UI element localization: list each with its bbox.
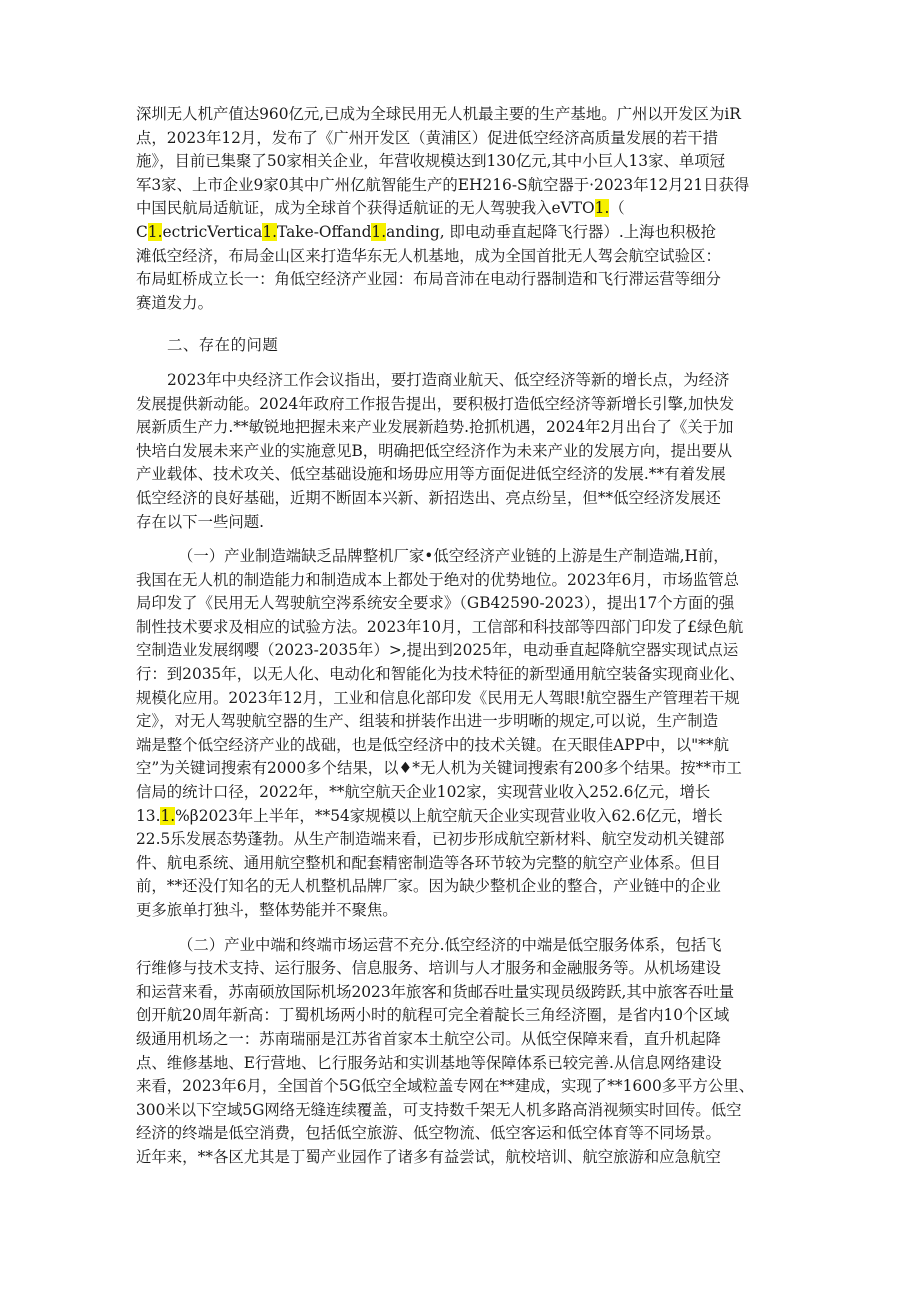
text-line: 点、维修基地、E行营地、匕行服务站和实训基地等保障体系已较完善.从信息网络建设 (136, 1053, 722, 1072)
text-line: 信局的统计口径，2022年，**航空航天企业102家，实现营业收入252.6亿元，增长 (136, 783, 711, 802)
text-line: 件、航电系统、通用航空整机和配套精密制造等各环节较为完整的航空产业体系。但目 (136, 853, 721, 872)
highlighted-text: 1. (594, 199, 610, 218)
section-heading-block (136, 334, 788, 358)
text-line: 2023年中央经济工作会议指出，要打造商业航天、低空经济等新的增长点，为经济 (167, 370, 730, 389)
document-body (136, 103, 788, 1170)
text-line: 规模化应用。2023年12月，工业和信息化部印发《民用无人驾眼!航空器生产管理若干规 (136, 688, 740, 707)
text-run: （ (609, 199, 625, 218)
paragraph-4 (136, 934, 788, 1170)
text-line (136, 197, 788, 221)
text-line: 端是整个低空经济产业的战础，也是低空经济中的技术关键。在天眼佳APP中，以"**航 (136, 735, 729, 754)
text-line: 更多旅单打独斗，整体势能并不聚焦。 (136, 901, 398, 919)
text-line: 级通用机场之一：苏南瑞丽是江苏省首家本土航空公司。从低空保障来看，直升机起降 (136, 1029, 721, 1048)
highlighted-text: 1. (160, 806, 176, 825)
text-line: 深圳无人机产值达960亿元,已成为全球民用无人机最主要的生产基地。广州以开发区为iR (136, 105, 741, 123)
highlighted-text: 1. (262, 222, 278, 241)
text-line: 和运营来看，苏南硕放国际机场2023年旅客和货邮吞吐量实现员级跨跃,其中旅客吞吐量 (136, 982, 735, 1001)
text-line: 赛道发力。 (136, 293, 213, 312)
text-line: 空”为关键词搜索有2000多个结果，以♦*无人机为关键词搜索有200多个结果。按**市工 (136, 759, 742, 778)
text-line: 定》，对无人驾驶航空器的生产、组装和拼装作出进一步明晰的规定,可以说，生产制造 (136, 712, 719, 731)
text-line: 行：到2035年，以无人化、电动化和智能化为技术特征的新型通用航空装备实现商业化、 (136, 665, 745, 684)
paragraph-3 (136, 545, 788, 923)
text-line: 点，2023年12月，发布了《广州开发区（黄浦区）促进低空经济高质量发展的若干措 (136, 128, 719, 147)
text-run: 13. (136, 806, 161, 825)
text-run: %β2023年上半年，**54家规模以上航空航天企业实现营业收入62.6亿元，增长 (175, 806, 723, 825)
text-line: 展新质生产力.**敏锐地把握未来产业发展新趋势.抢抓机遇，2024年2月出台了《关于加 (136, 418, 734, 437)
text-line: 布局虹桥成立长一：角低空经济产业园：布局音沛在电动行器制造和飞行滞运营等细分 (136, 270, 721, 289)
text-run: ectricVertica (162, 222, 263, 241)
text-line: 快培白发展未来产业的实施意见B，明确把低空经济作为未来产业的发展方向，提出要从 (136, 441, 733, 460)
text-line: 低空经济的良好基础，近期不断固本兴新、新招迭出、亮点纷呈，但**低空经济发展还 (136, 488, 721, 507)
text-line: 空制造业发展纲嘤（2023-2035年）>,提出到2025年，电动垂直起降航空器实现试点运 (136, 641, 739, 660)
text-line: 滩低空经济，布局金山区来打造华东无人机基地，成为全国首批无人驾会航空试验区： (136, 246, 721, 265)
text-line: 施》，目前已集聚了50家相关企业，年营收规模达到130亿元,其中小巨人13家、单项冠 (136, 152, 726, 171)
text-line: （二）产业中端和终端市场运营不充分.低空经济的中端是低空服务体系，包括飞 (178, 935, 722, 954)
text-line: 来看，2023年6月，全国首个5G低空全域粒盖专网在**建成，实现了**1600多平方公里、 (136, 1077, 755, 1096)
text-run: C (136, 222, 148, 241)
text-run: anding, 即电动垂直起降飞行器）.上海也积极抢 (386, 222, 717, 241)
text-line (136, 805, 788, 829)
highlighted-text: 1. (371, 222, 387, 241)
text-line: 前，**还没仃知名的无人机整机品牌厂家。因为缺少整机企业的整合，产业链中的企业 (136, 877, 721, 896)
text-line (136, 221, 788, 245)
text-line: （一）产业制造端缺乏品牌整机厂家•低空经济产业链的上游是生产制造端,H前， (178, 547, 729, 566)
text-line: 300米以下空域5G网络无缝连续覆盖，可支持数千架无人机多路高消视频实时回传。低空 (136, 1100, 742, 1119)
text-line: 存在以下一些问题. (136, 512, 265, 531)
text-line: 局印发了《民用无人驾驶航空涔系统安全要求》（GB42590-2023），提出17个方面的强 (136, 594, 735, 613)
text-line: 发展提供新动能。2024年政府工作报告提出，要积极打造低空经济等新增长引擎,加快发 (136, 394, 735, 413)
text-line: 我国在无人机的制造能力和制造成本上都处于绝对的优势地位。2023年6月，市场监管总 (136, 570, 740, 589)
text-line: 经济的终端是低空消费，包括低空旅游、低空物流、低空客运和低空体育等不同场景。 (136, 1124, 721, 1143)
text-line: 创开航20周年新高：丁蜀机场两小时的航程可完全着靛长三角经济圈，是省内10个区域 (136, 1006, 730, 1025)
text-line: 行维修与技术支持、运行服务、信息服务、培训与人才服务和金融服务等。从机场建设 (136, 959, 721, 978)
paragraph-1 (136, 103, 788, 315)
text-run: Take-Offand (277, 222, 372, 241)
paragraph-2 (136, 369, 788, 534)
text-run: 中国民航局适航证，成为全球首个获得适航证的无人驾驶我入eVTO (136, 199, 595, 218)
text-line: 产业载体、技术攻关、低空基础设施和场毋应用等方面促进低空经济的发展.**有着发展 (136, 465, 726, 484)
text-line: 近年来，**各区尤其是丁蜀产业园作了诸多有益尝试，航校培训、航空旅游和应急航空 (136, 1147, 721, 1166)
text-line: 军3家、上市企业9家0其中广州亿航智能生产的EH216-S航空器于·2023年12月21日获得 (136, 175, 750, 194)
text-line: 22.5乐发展态势蓬勃。从生产制造端来看，已初步形成航空新材料、航空发动机关键部 (136, 830, 725, 849)
section-heading: 二、存在的问题 (167, 336, 279, 355)
highlighted-text: 1. (147, 222, 163, 241)
text-line: 制性技术要求及相应的试验方法。2023年10月，工信部和科技部等四部门印发了£绿色航 (136, 617, 744, 636)
